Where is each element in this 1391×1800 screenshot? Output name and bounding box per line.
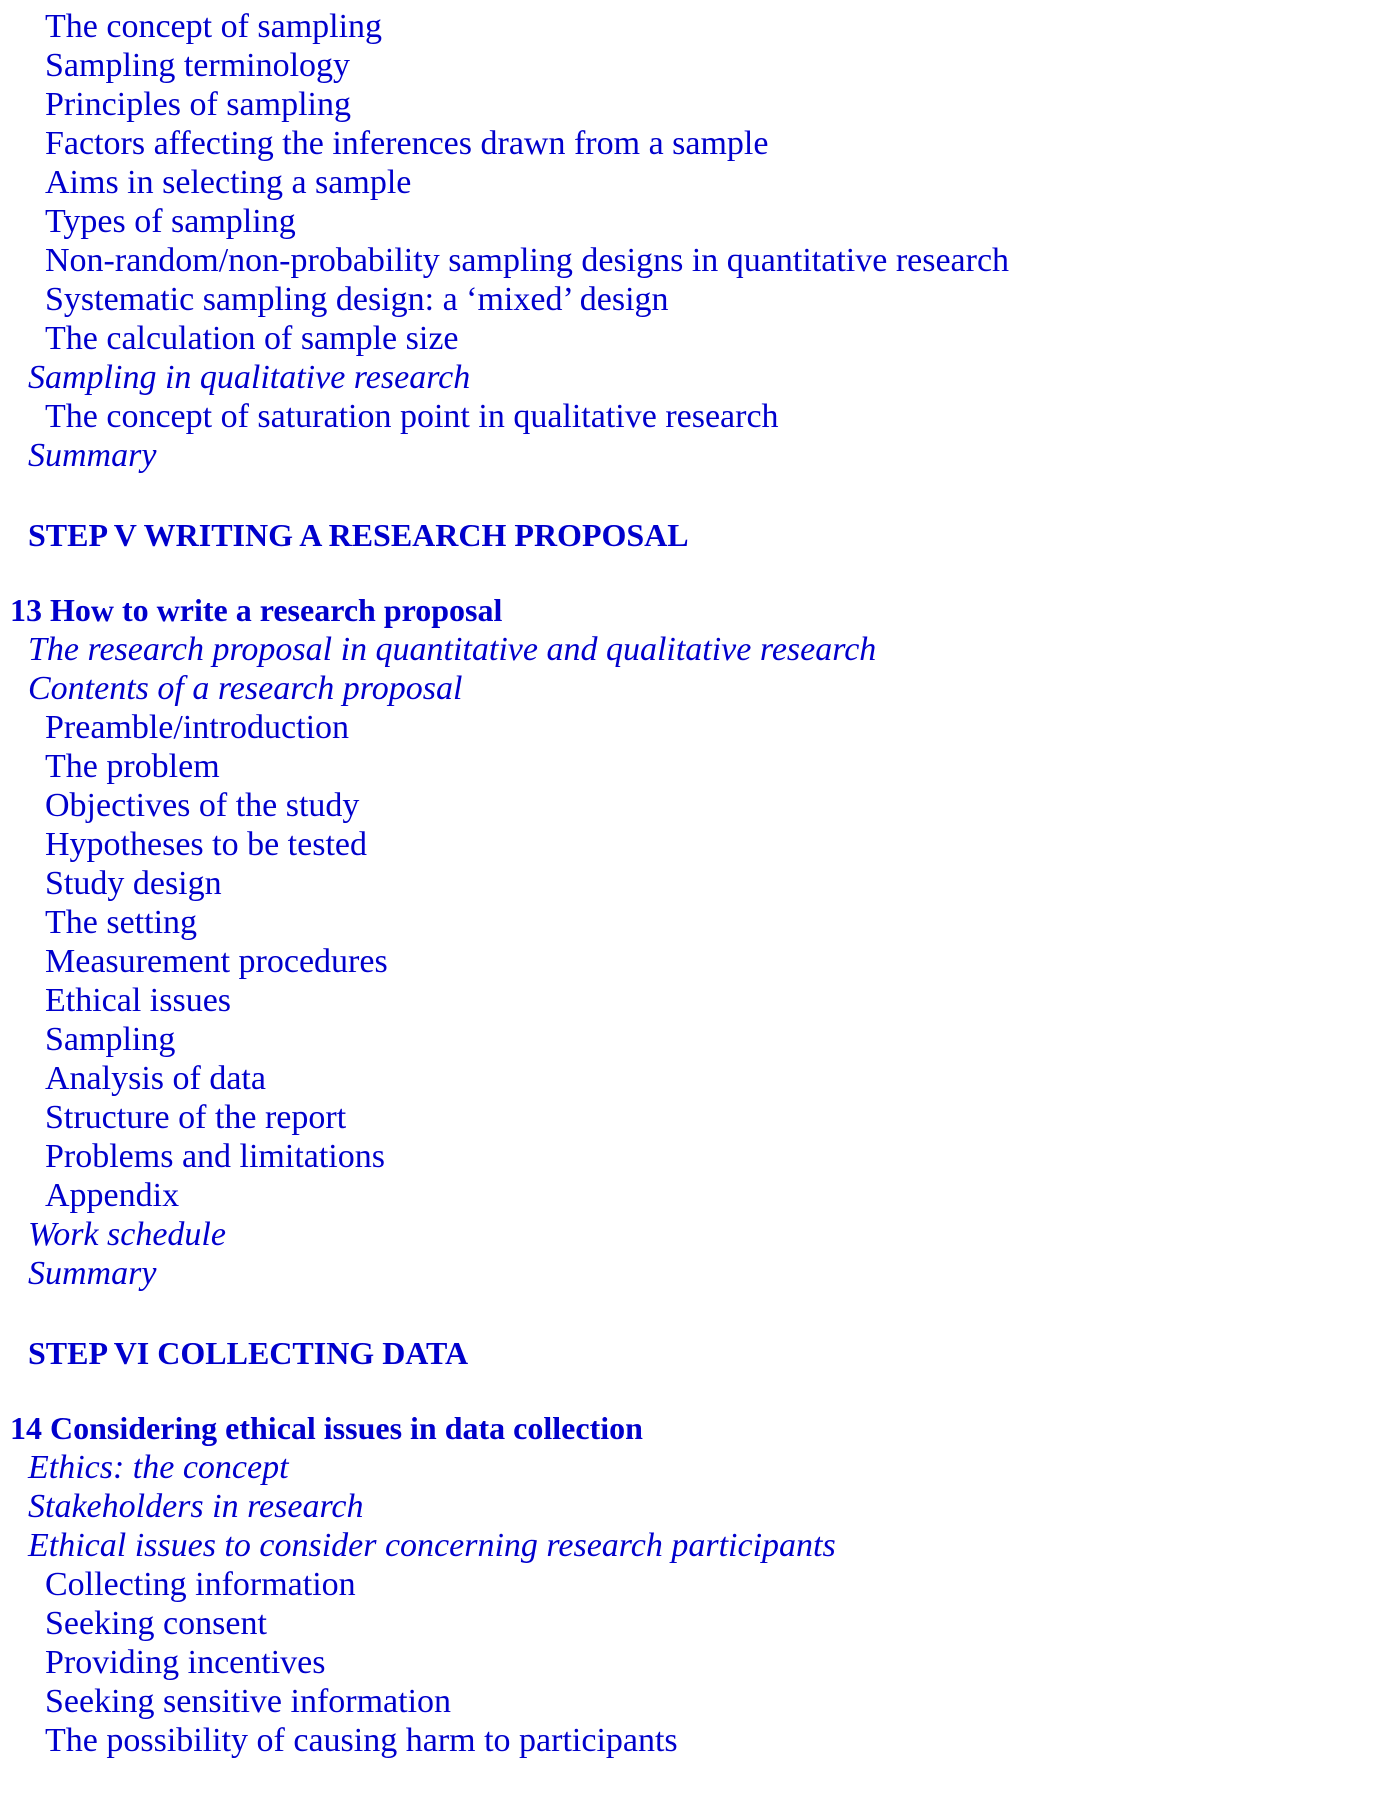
toc-item[interactable]: Sampling bbox=[45, 1021, 176, 1058]
toc-item[interactable]: The setting bbox=[45, 904, 198, 941]
toc-section[interactable]: Work schedule bbox=[28, 1216, 226, 1253]
toc-item[interactable]: The concept of saturation point in qualitative research bbox=[45, 398, 779, 435]
toc-step-heading[interactable]: STEP VI COLLECTING DATA bbox=[28, 1335, 469, 1371]
toc-item[interactable]: Principles of sampling bbox=[45, 86, 351, 123]
toc-item[interactable]: Non-random/non-probability sampling designs in quantitative research bbox=[45, 242, 1010, 279]
toc-item[interactable]: Objectives of the study bbox=[45, 787, 360, 824]
toc-item[interactable]: The problem bbox=[45, 748, 220, 785]
toc-item[interactable]: Sampling terminology bbox=[45, 47, 351, 84]
toc-section[interactable]: Ethics: the concept bbox=[28, 1449, 289, 1486]
toc-step-heading[interactable]: STEP V WRITING A RESEARCH PROPOSAL bbox=[28, 517, 689, 553]
toc-item[interactable]: Aims in selecting a sample bbox=[45, 164, 412, 201]
toc-item[interactable]: Collecting information bbox=[45, 1566, 356, 1603]
toc-item[interactable]: The possibility of causing harm to participants bbox=[45, 1722, 678, 1759]
toc-section-summary[interactable]: Summary bbox=[28, 1255, 157, 1292]
toc-section-summary[interactable]: Summary bbox=[28, 437, 157, 474]
toc-item[interactable]: Appendix bbox=[45, 1177, 180, 1214]
toc-item[interactable]: Seeking consent bbox=[45, 1605, 267, 1642]
toc-item[interactable]: Preamble/introduction bbox=[45, 709, 350, 746]
toc-item[interactable]: The concept of sampling bbox=[45, 8, 383, 45]
toc-item[interactable]: The calculation of sample size bbox=[45, 320, 459, 357]
toc-chapter-heading[interactable]: 14 Considering ethical issues in data collection bbox=[10, 1410, 643, 1446]
toc-section[interactable]: Sampling in qualitative research bbox=[28, 359, 471, 396]
toc-item[interactable]: Systematic sampling design: a ‘mixed’ design bbox=[45, 281, 669, 318]
toc-item[interactable]: Study design bbox=[45, 865, 222, 902]
toc-item[interactable]: Types of sampling bbox=[45, 203, 296, 240]
toc-item[interactable]: Factors affecting the inferences drawn from a sample bbox=[45, 125, 769, 162]
toc-section[interactable]: Ethical issues to consider concerning research participants bbox=[28, 1527, 836, 1564]
toc-item[interactable]: Hypotheses to be tested bbox=[45, 826, 367, 863]
toc-item[interactable]: Seeking sensitive information bbox=[45, 1683, 452, 1720]
toc-item[interactable]: Measurement procedures bbox=[45, 943, 388, 980]
toc-section[interactable]: Contents of a research proposal bbox=[28, 670, 463, 707]
toc-item[interactable]: Structure of the report bbox=[45, 1099, 347, 1136]
toc-chapter-heading[interactable]: 13 How to write a research proposal bbox=[10, 592, 503, 628]
toc-item[interactable]: Problems and limitations bbox=[45, 1138, 385, 1175]
toc-section[interactable]: The research proposal in quantitative and qualitative research bbox=[28, 631, 877, 668]
toc-item[interactable]: Providing incentives bbox=[45, 1644, 326, 1681]
toc-item[interactable]: Analysis of data bbox=[45, 1060, 266, 1097]
toc-item[interactable]: Ethical issues bbox=[45, 982, 232, 1019]
toc-section[interactable]: Stakeholders in research bbox=[28, 1488, 364, 1525]
